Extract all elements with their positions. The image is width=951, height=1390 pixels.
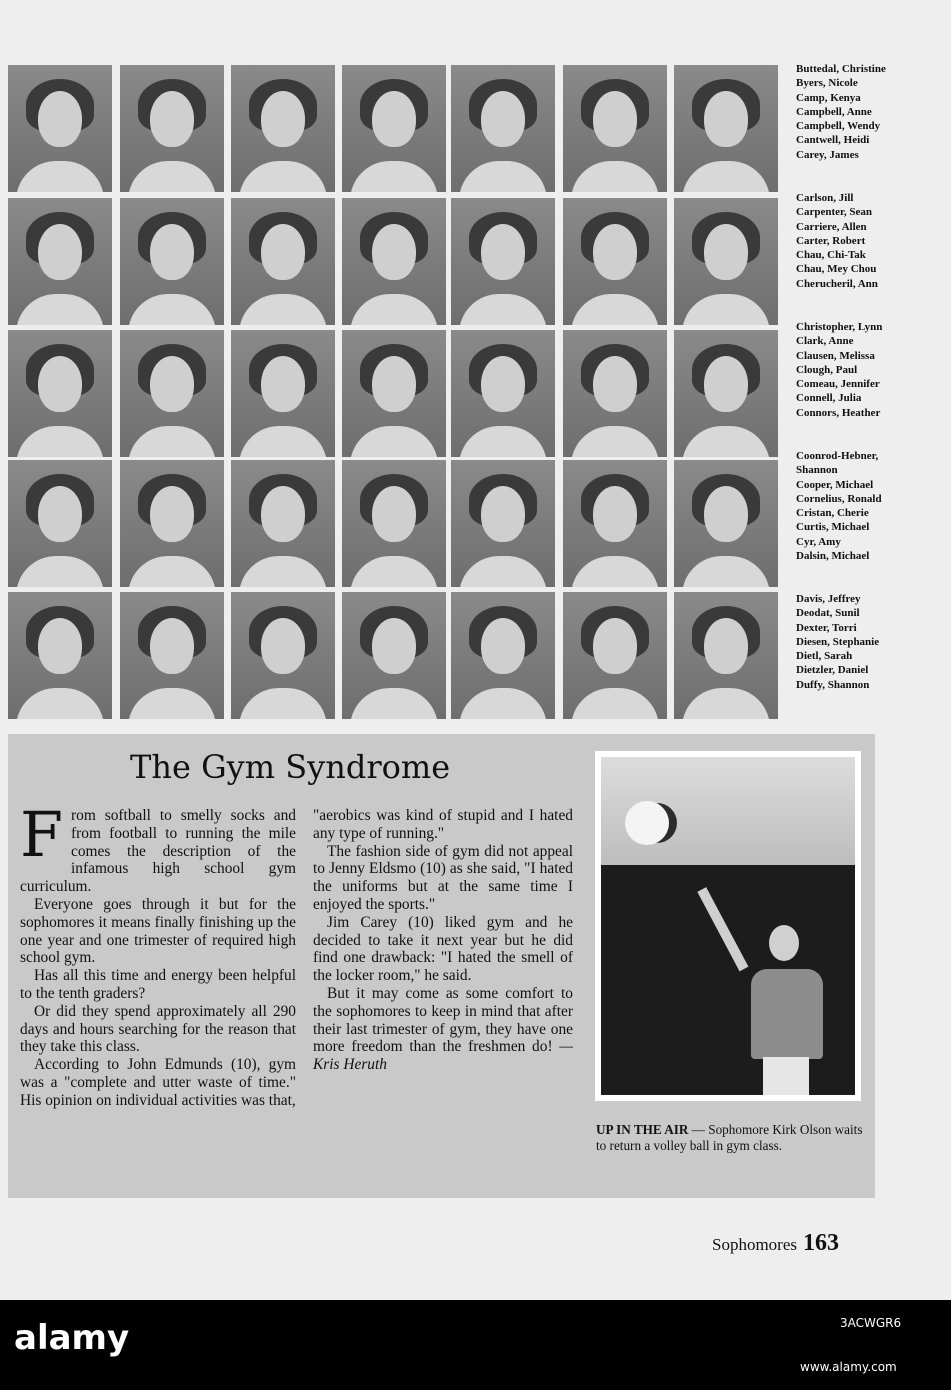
student-portrait <box>8 330 112 457</box>
student-name: Cristan, Cherie <box>796 507 869 520</box>
student-portrait <box>342 198 446 325</box>
student-name: Carriere, Allen <box>796 220 867 233</box>
student-name: Buttedal, Christine <box>796 63 886 75</box>
name-list-row-4 <box>796 449 882 563</box>
student-portrait <box>674 592 778 719</box>
student-name: Campbell, Wendy <box>796 120 881 133</box>
student-portrait <box>563 592 667 719</box>
volleyball <box>625 801 669 845</box>
student-name: Diesen, Stephanie <box>796 635 880 648</box>
name-list-row-1 <box>796 62 886 162</box>
student-name: Shannon <box>796 464 838 477</box>
article-column-1 <box>20 798 296 1110</box>
student-portrait <box>674 330 778 457</box>
student-name: Carpenter, Sean <box>796 206 872 219</box>
student-name: Chau, Mey Chou <box>796 263 877 276</box>
student-name: Cornelius, Ronald <box>796 492 882 505</box>
student-portrait <box>674 198 778 325</box>
site-url: www.alamy.com <box>800 1360 897 1374</box>
student-portrait <box>342 592 446 719</box>
section-label: Sophomores <box>712 1235 797 1254</box>
name-list-row-5 <box>796 592 879 692</box>
player-figure <box>729 907 839 1095</box>
student-name: Clausen, Melissa <box>796 349 875 362</box>
student-portrait <box>563 460 667 587</box>
student-portrait <box>231 65 335 192</box>
student-portrait <box>563 330 667 457</box>
student-name: Cherucheril, Ann <box>796 277 878 290</box>
article-paragraph: From softball to smelly socks and from football to running the mile comes the description of the infamous high school gym curriculum. <box>20 798 296 896</box>
student-name: Cooper, Michael <box>796 478 874 491</box>
article-paragraph: Everyone goes through it but for the sophomores it means finally finishing up the one year and one trimester of required high school gym. <box>20 895 296 967</box>
student-portrait <box>231 330 335 457</box>
article-paragraph: But it may come as some comfort to the sophomores to keep in mind that after their last trimester of gym, they have one more freedom than the freshmen do! — Kris Heruth <box>313 984 573 1074</box>
byline: — Kris Heruth <box>313 1038 573 1074</box>
student-portrait <box>8 592 112 719</box>
article-paragraph: "aerobics was kind of stupid and I hated any type of running." <box>313 807 573 842</box>
student-name: Campbell, Anne <box>796 105 872 118</box>
student-portrait <box>8 460 112 587</box>
alamy-logo: alamy <box>14 1318 130 1358</box>
article-paragraph: Jim Carey (10) liked gym and he decided to take it next year but he did find one drawback: "I hated the smell of the locker room," he said. <box>313 913 573 985</box>
student-name: Chau, Chi-Tak <box>796 249 866 262</box>
student-name: Camp, Kenya <box>796 91 861 104</box>
student-portrait <box>231 198 335 325</box>
page-number: 163 <box>803 1230 839 1256</box>
student-portrait <box>563 198 667 325</box>
student-name: Coonrod-Hebner, <box>796 450 879 462</box>
caption-heading: UP IN THE AIR <box>596 1122 689 1137</box>
student-portrait <box>120 198 224 325</box>
student-portrait <box>8 198 112 325</box>
student-portrait <box>342 330 446 457</box>
student-portrait <box>674 65 778 192</box>
article-paragraph: According to John Edmunds (10), gym was a "complete and utter waste of time." His opinion on individual activities was that, <box>20 1056 296 1109</box>
student-name: Cantwell, Heidi <box>796 134 870 147</box>
student-name: Carey, James <box>796 148 859 161</box>
student-portrait <box>451 330 555 457</box>
name-list-row-3 <box>796 320 882 420</box>
article-paragraph: Or did they spend approximately all 290 days and hours searching for the reason that they take this class. <box>20 1002 296 1056</box>
student-name: Dietzler, Daniel <box>796 664 869 677</box>
student-portrait <box>120 65 224 192</box>
caption-text: — Sophomore Kirk Olson waits to return a volley ball in gym class. <box>596 1122 863 1153</box>
student-name: Carter, Robert <box>796 234 866 247</box>
article-column-2 <box>313 807 573 1074</box>
student-name: Dietl, Sarah <box>796 650 853 663</box>
page-footer <box>712 1230 839 1257</box>
student-portrait <box>231 592 335 719</box>
stock-banner <box>0 1300 951 1390</box>
student-portrait <box>451 65 555 192</box>
student-portrait <box>120 592 224 719</box>
student-name: Dexter, Torri <box>796 621 857 634</box>
student-name: Byers, Nicole <box>796 77 858 90</box>
volleyball-photo <box>601 757 855 1095</box>
student-portrait <box>8 65 112 192</box>
student-name: Carlson, Jill <box>796 192 854 204</box>
article-title: The Gym Syndrome <box>130 748 451 786</box>
student-portrait <box>451 592 555 719</box>
student-name: Dalsin, Michael <box>796 550 870 563</box>
student-portrait <box>120 330 224 457</box>
student-portrait <box>563 65 667 192</box>
student-portrait <box>120 460 224 587</box>
student-name: Comeau, Jennifer <box>796 378 880 391</box>
student-name: Davis, Jeffrey <box>796 593 861 605</box>
student-name: Duffy, Shannon <box>796 678 870 691</box>
student-portrait <box>342 65 446 192</box>
name-list-row-2 <box>796 191 878 291</box>
student-name: Connell, Julia <box>796 392 862 405</box>
student-name: Deodat, Sunil <box>796 607 860 620</box>
image-code: 3ACWGR6 <box>840 1316 902 1330</box>
student-name: Christopher, Lynn <box>796 321 883 333</box>
photo-caption <box>596 1122 864 1154</box>
article-paragraph: Has all this time and energy been helpful to the tenth graders? <box>20 967 296 1002</box>
student-portrait <box>674 460 778 587</box>
student-portrait <box>342 460 446 587</box>
article-paragraph: The fashion side of gym did not appeal to Jenny Eldsmo (10) as she said, "I hated the uniforms but at the same time I enjoyed the sports." <box>313 842 573 913</box>
student-name: Cyr, Amy <box>796 535 841 548</box>
student-name: Clough, Paul <box>796 363 858 376</box>
student-name: Connors, Heather <box>796 406 881 419</box>
student-portrait <box>231 460 335 587</box>
student-portrait <box>451 198 555 325</box>
student-portrait <box>451 460 555 587</box>
student-name: Clark, Anne <box>796 335 854 348</box>
drop-cap: F <box>20 798 64 871</box>
student-name: Curtis, Michael <box>796 521 870 534</box>
